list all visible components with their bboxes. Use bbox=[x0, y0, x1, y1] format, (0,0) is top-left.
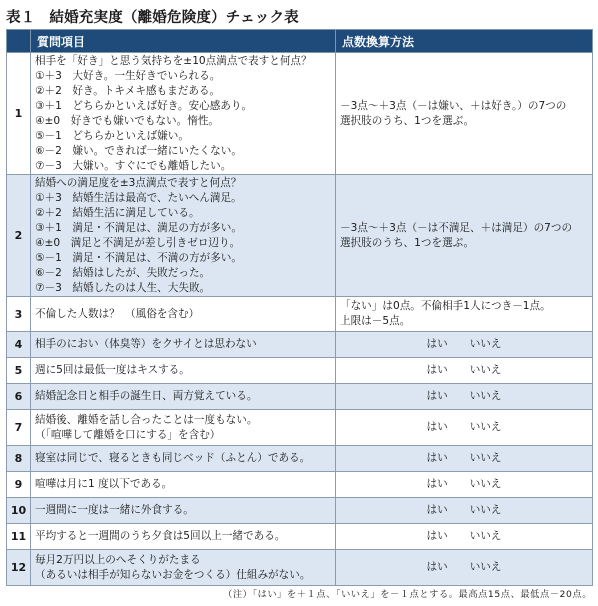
row-number: 12 bbox=[7, 550, 31, 586]
question-line: 平均すると一週間のうち夕食は5回以上一緒である。 bbox=[35, 530, 286, 542]
question-line: ⑥－2 結婚はしたが、失敗だった。 bbox=[35, 266, 211, 279]
no-option: いいえ bbox=[469, 364, 502, 376]
question-cell bbox=[31, 358, 336, 384]
yes-option: はい bbox=[426, 504, 448, 516]
yes-option: はい bbox=[426, 530, 448, 542]
scoring-line: －3点～＋3点（－は嫌い、＋は好き。）の7つの bbox=[340, 99, 567, 112]
answer-cell bbox=[336, 446, 593, 472]
question-line: 結婚への満足度を±3点満点で表すと何点？ bbox=[35, 176, 242, 189]
table-row bbox=[7, 297, 593, 332]
no-option: いいえ bbox=[469, 530, 502, 542]
row-number: 2 bbox=[7, 175, 31, 297]
table-row bbox=[7, 472, 593, 498]
table-row bbox=[7, 332, 593, 358]
header-row bbox=[7, 30, 593, 53]
no-option: いいえ bbox=[469, 561, 502, 573]
yes-option: はい bbox=[426, 561, 448, 573]
question-cell bbox=[31, 175, 336, 297]
header-question: 質問項目 bbox=[31, 30, 336, 53]
header-number bbox=[7, 30, 31, 53]
question-line: 喧嘩は月に1 度以下である。 bbox=[35, 478, 173, 490]
question-line: ③＋1 どちらかといえば好き。安心感あり。 bbox=[35, 99, 253, 112]
table-row bbox=[7, 53, 593, 175]
header-scoring: 点数換算方法 bbox=[336, 30, 593, 53]
scoring-line: －3点～＋3点（－は不満足、＋は満足）の7つの bbox=[340, 221, 573, 234]
question-line: 不倫した人数は？ （風俗を含む） bbox=[35, 307, 200, 320]
question-line: ⑤－1 満足・不満足は、不満の方が多い。 bbox=[35, 251, 242, 264]
yes-option: はい bbox=[426, 421, 448, 433]
table-row bbox=[7, 446, 593, 472]
yes-option: はい bbox=[426, 338, 448, 350]
no-option: いいえ bbox=[469, 421, 502, 433]
row-number: 10 bbox=[7, 498, 31, 524]
question-line: 週に5回は最低一度はキスする。 bbox=[35, 364, 190, 376]
scoring-cell bbox=[336, 175, 593, 297]
row-number: 9 bbox=[7, 472, 31, 498]
table-row bbox=[7, 410, 593, 446]
question-line: ⑥－2 嫌い。できれば一緒にいたくない。 bbox=[35, 144, 242, 157]
question-line: ③＋1 満足・不満足は、満足の方が多い。 bbox=[35, 221, 242, 234]
table-title bbox=[6, 6, 299, 27]
question-line: 毎月2万円以上のへそくりがたまる bbox=[35, 553, 201, 566]
no-option: いいえ bbox=[469, 452, 502, 464]
yes-option: はい bbox=[426, 390, 448, 402]
table-row bbox=[7, 175, 593, 297]
question-line: ⑤－1 どちらかといえば嫌い。 bbox=[35, 129, 189, 142]
answer-cell bbox=[336, 332, 593, 358]
row-number: 1 bbox=[7, 53, 31, 175]
row-number: 3 bbox=[7, 297, 31, 332]
table-row bbox=[7, 384, 593, 410]
scoring-line: 上限は－5点。 bbox=[340, 315, 411, 327]
yes-option: はい bbox=[426, 478, 448, 490]
answer-cell bbox=[336, 524, 593, 550]
row-number: 11 bbox=[7, 524, 31, 550]
question-line: （あるいは相手が知らないお金をつくる）仕組みがない。 bbox=[35, 568, 311, 581]
footnote: （注）「はい」を＋１点、「いいえ」を－１点とする。最高点15点、最低点－20点。 bbox=[223, 589, 592, 600]
question-cell bbox=[31, 472, 336, 498]
answer-cell bbox=[336, 472, 593, 498]
table-row bbox=[7, 550, 593, 586]
question-line: ②＋2 好き。トキメキ感もまだある。 bbox=[35, 84, 221, 97]
question-line: ①＋3 結婚生活は最高で、たいへん満足。 bbox=[35, 191, 242, 204]
no-option: いいえ bbox=[469, 478, 502, 490]
row-number: 6 bbox=[7, 384, 31, 410]
table-row bbox=[7, 358, 593, 384]
check-table bbox=[6, 29, 593, 586]
question-cell bbox=[31, 550, 336, 586]
question-cell bbox=[31, 498, 336, 524]
no-option: いいえ bbox=[469, 338, 502, 350]
table-title-text: 結婚充実度（離婚危険度）チェック表 bbox=[49, 10, 299, 26]
question-line: 相手を「好き」と思う気持ちを±10点満点で表すと何点？ bbox=[35, 54, 312, 67]
question-line: 結婚後、離婚を話し合ったことは一度もない。 bbox=[35, 413, 258, 426]
question-line: 一週間に一度は一緒に外食する。 bbox=[35, 504, 194, 516]
no-option: いいえ bbox=[469, 504, 502, 516]
scoring-line: 選択肢のうち、1つを選ぶ。 bbox=[340, 236, 475, 249]
scoring-line: 「ない」は0点。不倫相手1人につき－1点。 bbox=[340, 300, 551, 312]
answer-cell bbox=[336, 498, 593, 524]
question-cell bbox=[31, 446, 336, 472]
question-line: ④±0 好きでも嫌いでもない。惰性。 bbox=[35, 114, 220, 127]
question-line: （「喧嘩して離婚を口にする」を含む） bbox=[35, 428, 221, 441]
question-line: ②＋2 結婚生活に満足している。 bbox=[35, 206, 200, 219]
answer-cell bbox=[336, 410, 593, 446]
question-line: ⑦－3 結婚したのは人生、大失敗。 bbox=[35, 281, 211, 294]
scoring-cell bbox=[336, 53, 593, 175]
yes-option: はい bbox=[426, 364, 448, 376]
question-line: 結婚記念日と相手の誕生日、両方覚えている。 bbox=[35, 390, 258, 402]
table-row bbox=[7, 498, 593, 524]
table-number: 表１ bbox=[6, 10, 36, 26]
row-number: 4 bbox=[7, 332, 31, 358]
question-cell bbox=[31, 524, 336, 550]
answer-cell bbox=[336, 384, 593, 410]
row-number: 8 bbox=[7, 446, 31, 472]
yes-option: はい bbox=[426, 452, 448, 464]
row-number: 7 bbox=[7, 410, 31, 446]
question-line: ⑦－3 大嫌い。すぐにでも離婚したい。 bbox=[35, 159, 232, 172]
row-number: 5 bbox=[7, 358, 31, 384]
question-cell bbox=[31, 53, 336, 175]
question-cell bbox=[31, 410, 336, 446]
question-line: 寝室は同じで、寝るときも同じベッド（ふとん）である。 bbox=[35, 452, 311, 464]
question-cell bbox=[31, 384, 336, 410]
question-cell bbox=[31, 297, 336, 332]
scoring-line: 選択肢のうち、1つを選ぶ。 bbox=[340, 114, 475, 127]
scoring-cell bbox=[336, 297, 593, 332]
question-cell bbox=[31, 332, 336, 358]
question-line: 相手のにおい（体臭等）をクサイとは思わない bbox=[35, 338, 257, 350]
question-line: ①＋3 大好き。一生好きでいられる。 bbox=[35, 69, 221, 82]
answer-cell bbox=[336, 358, 593, 384]
question-line: ④±0 満足と不満足が差し引きゼロ辺り。 bbox=[35, 236, 241, 249]
answer-cell bbox=[336, 550, 593, 586]
no-option: いいえ bbox=[469, 390, 502, 402]
table-row bbox=[7, 524, 593, 550]
